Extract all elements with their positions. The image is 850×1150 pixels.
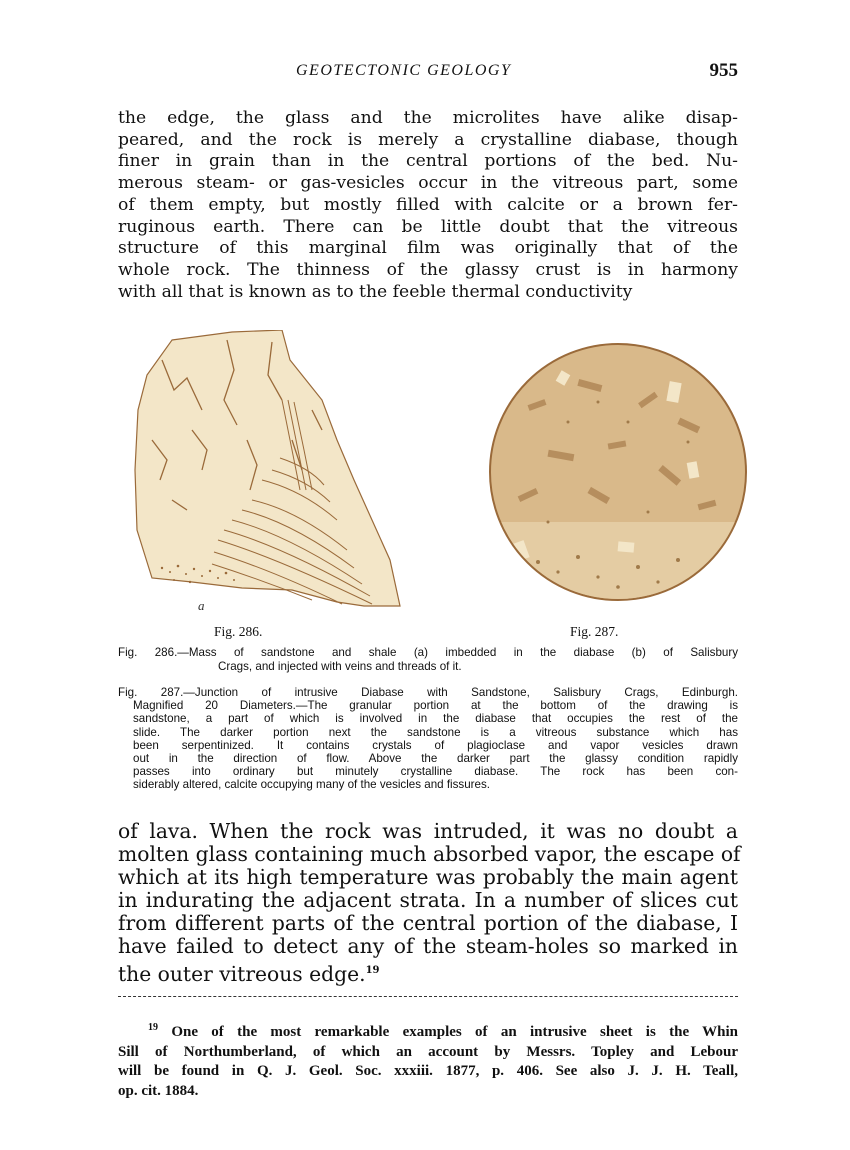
page-number: 955 [709,60,738,81]
caption-fig-287 [118,686,738,792]
text-line: merous steam- or gas-vesicles occur in the vitreous part, some [118,173,738,194]
footnote-19 [118,1018,738,1101]
text-line: in indurating the adjacent strata. In a number of slices cut [118,888,738,913]
text-line [118,959,738,986]
text-line: ruginous earth. There can be little doubt that the vitreous [118,216,738,237]
fig-287-slide [488,342,748,602]
caption-line: siderably altered, calcite occupying many of the vesicles and fissures. [133,778,491,792]
footnote-text: One of the most remarkable examples of an intrusive sheet is the Whin [171,1024,738,1040]
text-line: molten glass containing much absorbed vapor, the escape of [118,842,741,867]
caption-line: slide. The darker portion next the sandstone is a vitreous substance which has [133,725,738,739]
fig-286-label: Fig. 286. [214,624,263,639]
caption-line: Crags, and injected with veins and threads of it. [218,660,462,673]
footnote-reference[interactable]: 19 [365,964,380,976]
bottom-paragraph [118,819,741,986]
caption-line: Fig. 287.—Junction of intrusive Diabase with Sandstone, Salisbury Crags, Edinburgh. [118,686,738,699]
caption-fig-286 [118,646,738,674]
text-line: from different parts of the central portion of the diabase, I [118,911,738,936]
caption-line: sandstone, a part of which is involved in the diabase that occupies the rest of the [133,712,738,726]
footnote-line: Sill of Northumberland, of which an account by Messrs. Topley and Lebour [118,1043,738,1060]
text-line: whole rock. The thinness of the glassy crust is in harmony [118,259,738,280]
text-line-content: the outer vitreous edge. [118,961,366,986]
text-line: the edge, the glass and the microlites have alike disap- [118,108,738,128]
fig286-letter-a: a [198,598,205,613]
sandstone-block [135,330,400,606]
text-line: with all that is known as to the feeble thermal conductivity [118,281,633,302]
text-line: have failed to detect any of the steam-holes so marked in [118,934,738,959]
fig-286-engraving [132,330,402,615]
footnote-line: will be found in Q. J. Geol. Soc. xxxiii. 1877, p. 406. See also J. J. H. Teall, [118,1063,738,1079]
footnote-line: op. cit. 1884. [118,1082,199,1099]
running-title: GEOTECTONIC GEOLOGY [296,62,512,79]
text-line: peared, and the rock is merely a crystalline diabase, though [118,129,738,150]
text-line: structure of this marginal film was originally that of the [118,238,738,259]
caption-line: been serpentinized. It contains crystals of plagioclase and vapor vesicles drawn [133,738,738,752]
caption-line: Magnified 20 Diameters.—The granular portion at the bottom of the drawing is [133,699,738,713]
caption-line: out in the direction of flow. Above the darker part the glassy condition rapidly [133,752,738,766]
text-line: finer in grain than in the central portions of the bed. Nu- [118,151,738,172]
figure-area [118,330,750,639]
text-line: which at its high temperature was probably the main agent [118,865,738,890]
page-header [118,62,738,88]
caption-line: passes into ordinary but minutely crystalline diabase. The rock has been con- [133,765,738,779]
text-line: of them empty, but mostly filled with calcite or a brown fer- [118,194,738,215]
caption-line: Fig. 286.—Mass of sandstone and shale (a) imbedded in the diabase (b) of Salisbury [118,646,738,659]
fig-287-label: Fig. 287. [570,624,619,639]
footnote-number: 19 [148,1022,158,1033]
footnote-line [118,1018,738,1043]
text-line: of lava. When the rock was intruded, it was no doubt a [118,819,738,843]
footnote-divider [118,996,738,997]
top-paragraph [118,108,738,303]
